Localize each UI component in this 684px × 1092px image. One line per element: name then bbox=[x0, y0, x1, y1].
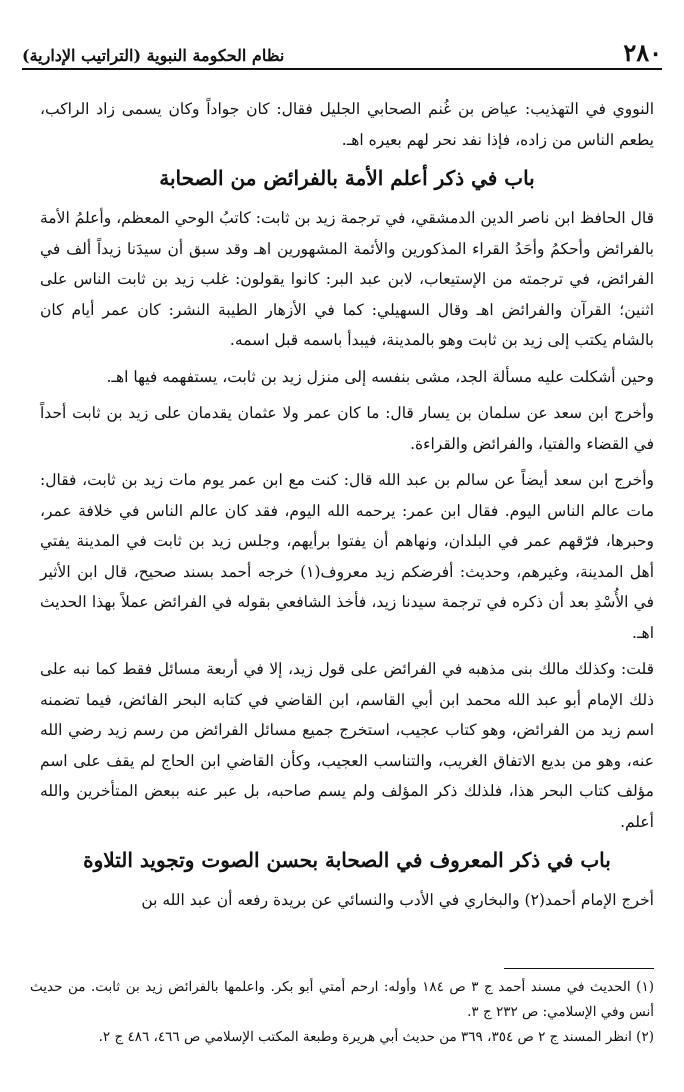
main-text bbox=[40, 94, 654, 922]
paragraph-6: قلت: وكذلك مالك بنى مذهبه في الفرائض على قول زيد، إلا في أربعة مسائل فقط كما نبه على ذلك الإمام أبو عبد الله محمد ابن أبي القاسم، ابن القاضي في كتابه البحر الفائض، فيما تضمنه اسم زيد من الفرائض، وهو كتاب عجيب، استخرج جميع مسائل الفرائض من رسم زيد رضي الله عنه، وهو من بديع الاتفاق الغريب، والتناسب العجيب، وكأن القاضي ابن الحاج لم يقف على اسم مؤلف كتاب البحر هذا، فلذلك ذكر المؤلف ولم يسم صاحبه، بل عبر عنه ببعض المتأخرين والله أعلم. bbox=[40, 660, 654, 831]
paragraph-3: وحين أشكلت عليه مسألة الجد، مشى بنفسه إلى منزل زيد بن ثابت، يستفهمه فيها اهـ. bbox=[106, 367, 654, 386]
running-header bbox=[22, 38, 662, 70]
header-rule bbox=[22, 68, 662, 70]
footnotes bbox=[30, 975, 654, 1050]
paragraph-4: وأخرج ابن سعد عن سلمان بن يسار قال: ما كان عمر ولا عثمان يقدمان على زيد بن ثابت أحداً في القضاء والفتيا، والفرائض والقراءة. bbox=[40, 404, 654, 453]
footnote-1: (١) الحديث في مسند أحمد ج ٣ ص ١٨٤ وأوله: ارحم أمتي أبو بكر. واعلمها بالفرائض زيد بن ثابت. من حديث أنس وفي الإسلامي: ص ٢٣٢ ج ٣. bbox=[30, 979, 654, 1020]
paragraph-7: أخرج الإمام أحمد(٢) والبخاري في الأدب والنسائي عن بريدة رفعه أن عبد الله بن bbox=[141, 891, 654, 909]
page-number: ٢٨٠ bbox=[623, 38, 662, 67]
section-heading-2: باب في ذكر المعروف في الصحابة بحسن الصوت وتجويد التلاوة bbox=[83, 848, 611, 872]
paragraph-1: النووي في التهذيب: عياض بن غُنم الصحابي الجليل فقال: كان جواداً وكان يسمى زاد الراكب، يطعم الناس من زاده، فإذا نفد نحر لهم بعيره اهـ. bbox=[40, 100, 654, 149]
footnote-rule bbox=[504, 968, 654, 969]
running-title: نظام الحكومة النبوية (التراتيب الإدارية) bbox=[22, 46, 285, 65]
paragraph-2: قال الحافظ ابن ناصر الدين الدمشقي، في ترجمة زيد بن ثابت: كاتبُ الوحي المعظم، وأعلمُ الأمة بالفرائض وأحكمُ وأحَدُ القراء المذكورين والأئمة المشهورين اهـ وقد سبق أن سيدَنا زيداً ألف في الفرائض، في ترجمته من الإستيعاب، لابن عبد البر: كانوا يقولون: غلب زيد بن ثابت الناس على اثنين؛ القرآن والفرائض اهـ وقال السهيلي: كما في الأزهار الطيبة النشر: كان عمر أيام كان بالشام يكتب إلى زيد بن ثابت وهو بالمدينة، فيبدأ باسمه قبل اسمه. bbox=[40, 209, 654, 349]
paragraph-5: وأخرج ابن سعد أيضاً عن سالم بن عبد الله قال: كنت مع ابن عمر يوم مات زيد بن ثابت، فقال: مات عالم الناس اليوم. فقال ابن عمر: يرحمه الله اليوم، فقد كان عالم الناس في خلافة عمر، وحبرها، فرّقهم عمر في البلدان، ونهاهم أن يفتوا برأيهم، وجلس زيد بن ثابت في المدينة يفتي أهل المدينة، وغيرهم، وحديث: أفرضكم زيد معروف(١) خرجه أحمد بسند صحيح، قال ابن الأثير في الأُسْدِ بعد أن ذكره في ترجمة سيدنا زيد، فأخذ الشافعي بقوله في الفرائض عملاً بهذا الحديث اهـ. bbox=[40, 471, 654, 642]
section-heading-1: باب في ذكر أعلم الأمة بالفرائض من الصحابة bbox=[159, 166, 535, 190]
footnote-2: (٢) انظر المسند ج ٢ ص ٣٥٤، ٣٦٩ من حديث أبي هريرة وطبعة المكتب الإسلامي ص ٤٦٦، ٤٨٦ ج ٢. bbox=[98, 1029, 654, 1045]
